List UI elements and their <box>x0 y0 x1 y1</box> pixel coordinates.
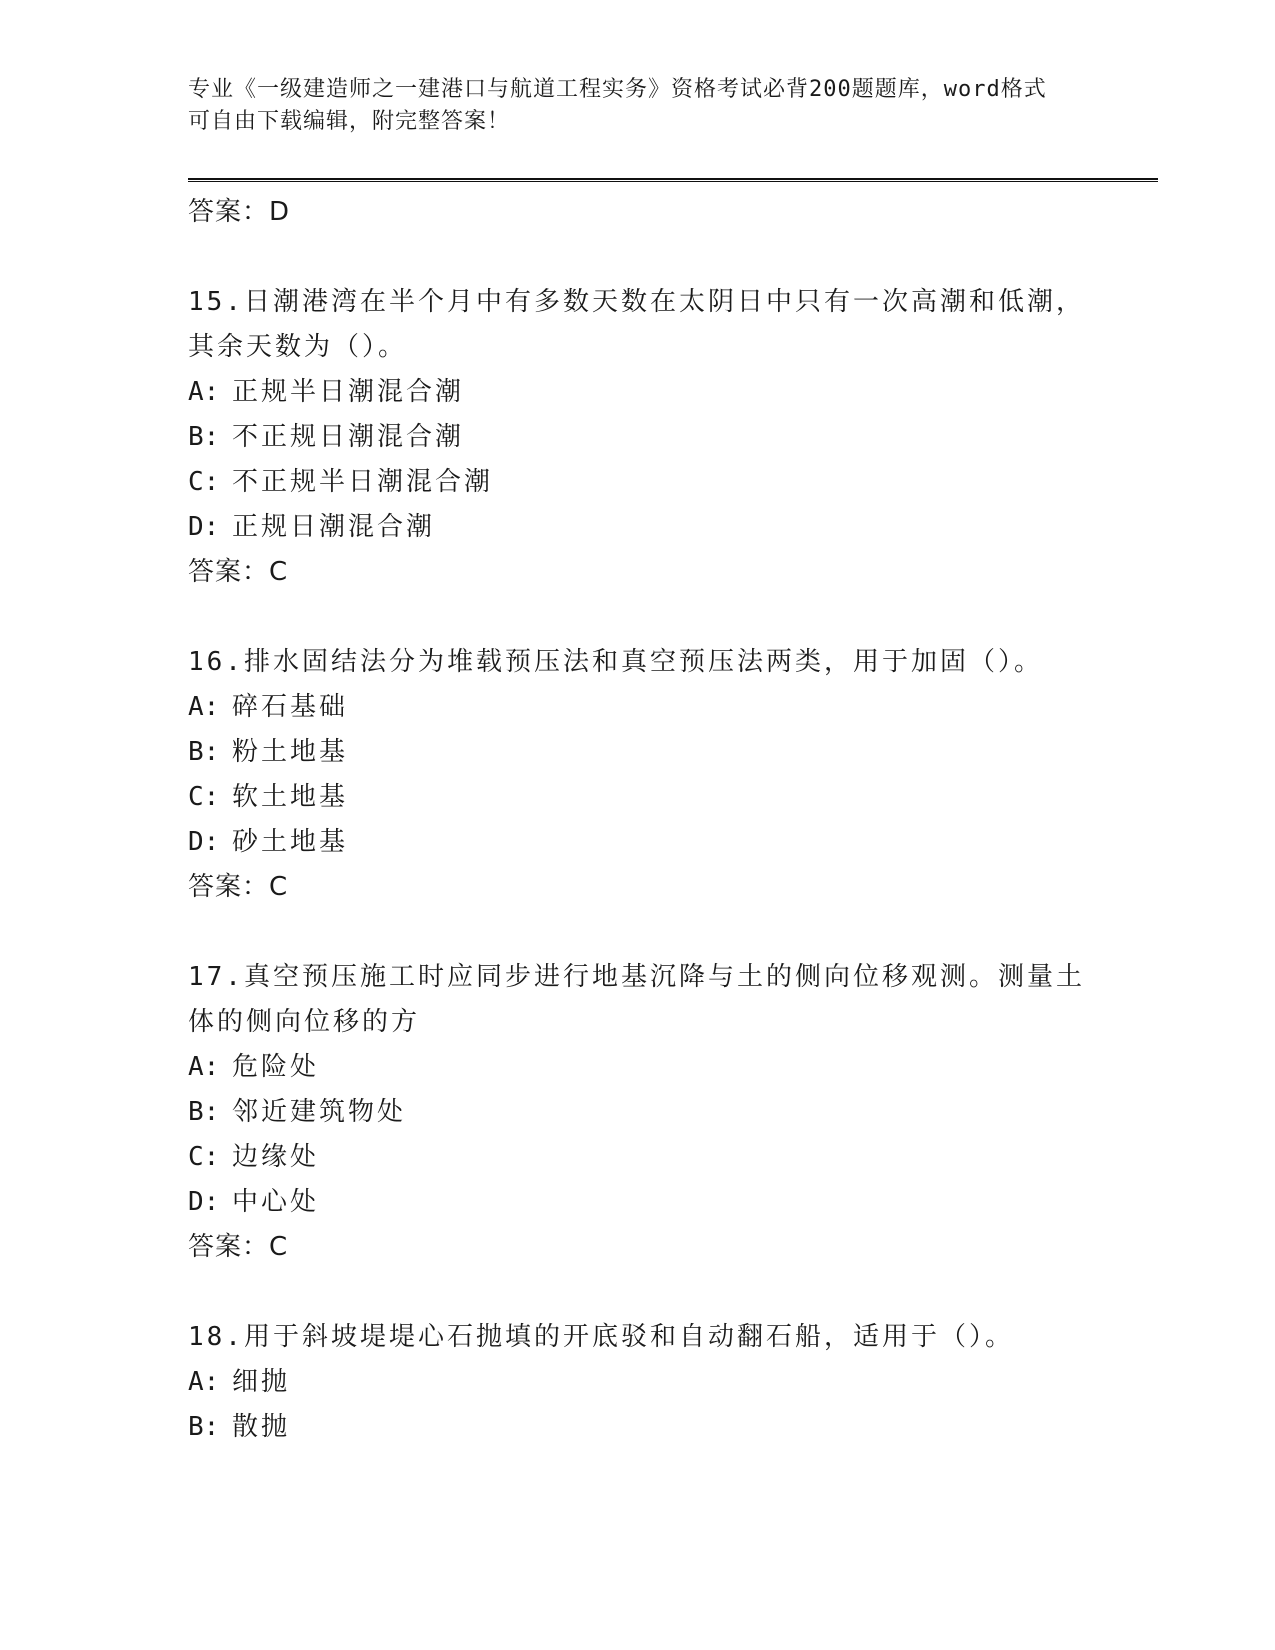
option-a <box>188 1360 1088 1405</box>
header-divider <box>188 178 1158 182</box>
header-text: 专业《一级建造师之一建港口与航道工程实务》资格考试必背200题题库，word格式可自由下载编辑，附完整答案！ <box>188 77 1047 134</box>
option-d <box>188 505 1088 550</box>
option-key: D: <box>188 827 220 857</box>
answer-value: C <box>269 557 289 587</box>
option-text: 碎石基础 <box>232 692 349 722</box>
question-stem: 18.用于斜坡堤堤心石抛填的开底驳和自动翻石船，适用于（）。 <box>188 1322 1014 1352</box>
option-c <box>188 1135 1088 1180</box>
option-d <box>188 820 1088 865</box>
option-text: 砂土地基 <box>232 827 349 857</box>
question-16 <box>188 640 1088 909</box>
option-key: B: <box>188 1097 220 1127</box>
option-a <box>188 370 1088 415</box>
option-text: 不正规日潮混合潮 <box>232 422 465 452</box>
option-b <box>188 1090 1088 1135</box>
option-key: A: <box>188 692 220 722</box>
answer-label: 答案： <box>188 872 270 902</box>
answer-label: 答案： <box>188 1232 270 1262</box>
option-text: 粉土地基 <box>232 737 349 767</box>
question-stem: 17.真空预压施工时应同步进行地基沉降与土的侧向位移观测。测量土体的侧向位移的方 <box>188 962 1085 1037</box>
option-key: C: <box>188 782 220 812</box>
answer-line <box>188 1225 1088 1269</box>
answer-value: C <box>269 872 289 902</box>
question-15 <box>188 280 1088 594</box>
option-text: 散抛 <box>232 1412 291 1442</box>
answer-value: C <box>269 1232 289 1262</box>
option-a <box>188 1045 1088 1090</box>
option-key: C: <box>188 1142 220 1172</box>
option-c <box>188 775 1088 820</box>
answer-label: 答案： <box>188 197 270 227</box>
option-key: A: <box>188 1367 220 1397</box>
option-key: A: <box>188 377 220 407</box>
answer-line <box>188 190 1088 234</box>
option-key: D: <box>188 1187 220 1217</box>
document-header <box>188 74 1068 138</box>
option-b <box>188 1405 1088 1450</box>
option-text: 中心处 <box>232 1187 320 1217</box>
answer-value: D <box>269 197 291 227</box>
question-18 <box>188 1315 1088 1450</box>
question-stem: 15.日潮港湾在半个月中有多数天数在太阴日中只有一次高潮和低潮，其余天数为（）。 <box>188 287 1085 362</box>
option-text: 软土地基 <box>232 782 349 812</box>
option-text: 邻近建筑物处 <box>232 1097 407 1127</box>
option-a <box>188 685 1088 730</box>
option-text: 边缘处 <box>232 1142 320 1172</box>
question-17 <box>188 955 1088 1269</box>
answer-line <box>188 865 1088 909</box>
answer-line <box>188 550 1088 594</box>
question-stem: 16.排水固结法分为堆载预压法和真空预压法两类，用于加固（）。 <box>188 647 1043 677</box>
option-key: C: <box>188 467 220 497</box>
option-text: 危险处 <box>232 1052 320 1082</box>
option-key: B: <box>188 422 220 452</box>
option-text: 正规半日潮混合潮 <box>232 377 465 407</box>
option-d <box>188 1180 1088 1225</box>
option-text: 不正规半日潮混合潮 <box>232 467 494 497</box>
option-text: 正规日潮混合潮 <box>232 512 436 542</box>
option-b <box>188 730 1088 775</box>
answer-label: 答案： <box>188 557 270 587</box>
option-key: D: <box>188 512 220 542</box>
option-c <box>188 460 1088 505</box>
option-text: 细抛 <box>232 1367 291 1397</box>
option-key: A: <box>188 1052 220 1082</box>
option-b <box>188 415 1088 460</box>
document-body <box>188 190 1088 1450</box>
option-key: B: <box>188 737 220 767</box>
option-key: B: <box>188 1412 220 1442</box>
